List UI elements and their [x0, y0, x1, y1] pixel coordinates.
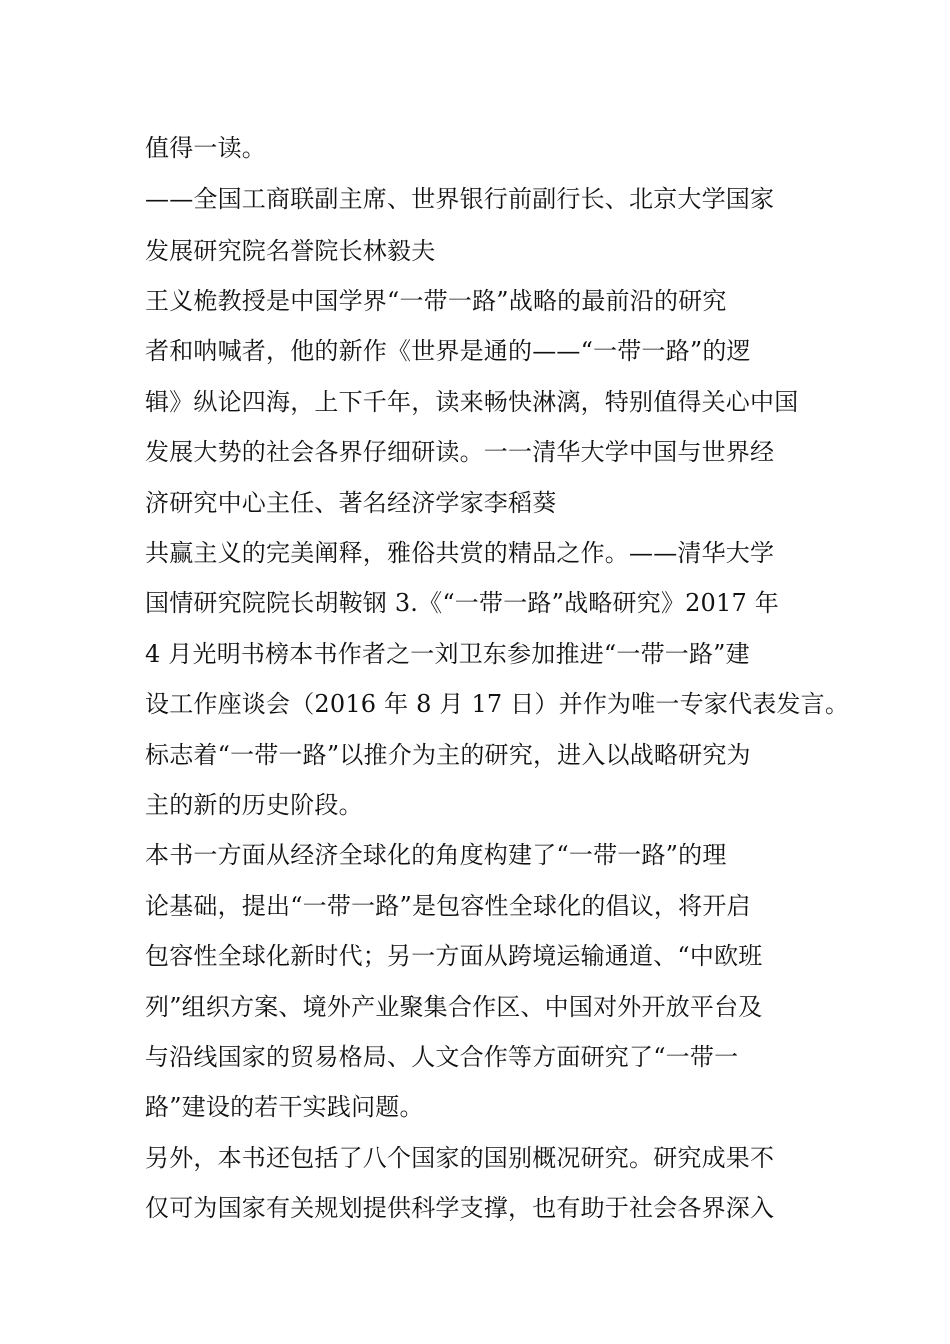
text-line: 值得一读。: [145, 134, 266, 162]
text-line: 与沿线国家的贸易格局、人文合作等方面研究了“一带一: [145, 1043, 739, 1071]
text-line: 辑》纵论四海，上下千年，读来畅快淋漓，特别值得关心中国: [145, 388, 799, 416]
text-line: 设工作座谈会（2016 年 8 月 17 日）并作为唯一专家代表发言。: [145, 690, 850, 718]
text-line: 发展大势的社会各界仔细研读。一一清华大学中国与世界经: [145, 438, 775, 466]
text-line: ——全国工商联副主席、世界银行前副行长、北京大学国家: [145, 185, 775, 213]
text-line: 国情研究院院长胡鞍钢 3.《“一带一路”战略研究》2017 年: [145, 589, 779, 617]
text-line: 者和呐喊者，他的新作《世界是通的——“一带一路”的逻: [145, 337, 751, 365]
text-line: 标志着“一带一路”以推介为主的研究，进入以战略研究为: [145, 741, 751, 769]
text-line: 论基础，提出“一带一路”是包容性全球化的倡议，将开启: [145, 892, 751, 920]
text-line: 济研究中心主任、著名经济学家李稻葵: [145, 489, 557, 517]
text-line: 4 月光明书榜本书作者之一刘卫东参加推进“一带一路”建: [145, 640, 750, 668]
text-line: 包容性全球化新时代；另一方面从跨境运输通道、“中欧班: [145, 942, 763, 970]
text-line: 本书一方面从经济全球化的角度构建了“一带一路”的理: [145, 841, 727, 869]
text-line: 路”建设的若干实践问题。: [145, 1093, 424, 1121]
text-line: 另外，本书还包括了八个国家的国别概况研究。研究成果不: [145, 1144, 775, 1172]
text-line: 王义桅教授是中国学界“一带一路”战略的最前沿的研究: [145, 287, 727, 315]
text-line: 列”组织方案、境外产业聚集合作区、中国对外开放平台及: [145, 993, 763, 1021]
text-line: 仅可为国家有关规划提供科学支撑，也有助于社会各界深入: [145, 1194, 775, 1222]
text-line: 主的新的历史阶段。: [145, 791, 363, 819]
text-line: 共赢主义的完美阐释，雅俗共赏的精品之作。——清华大学: [145, 539, 775, 567]
text-line: 发展研究院名誉院长林毅夫: [145, 237, 436, 265]
